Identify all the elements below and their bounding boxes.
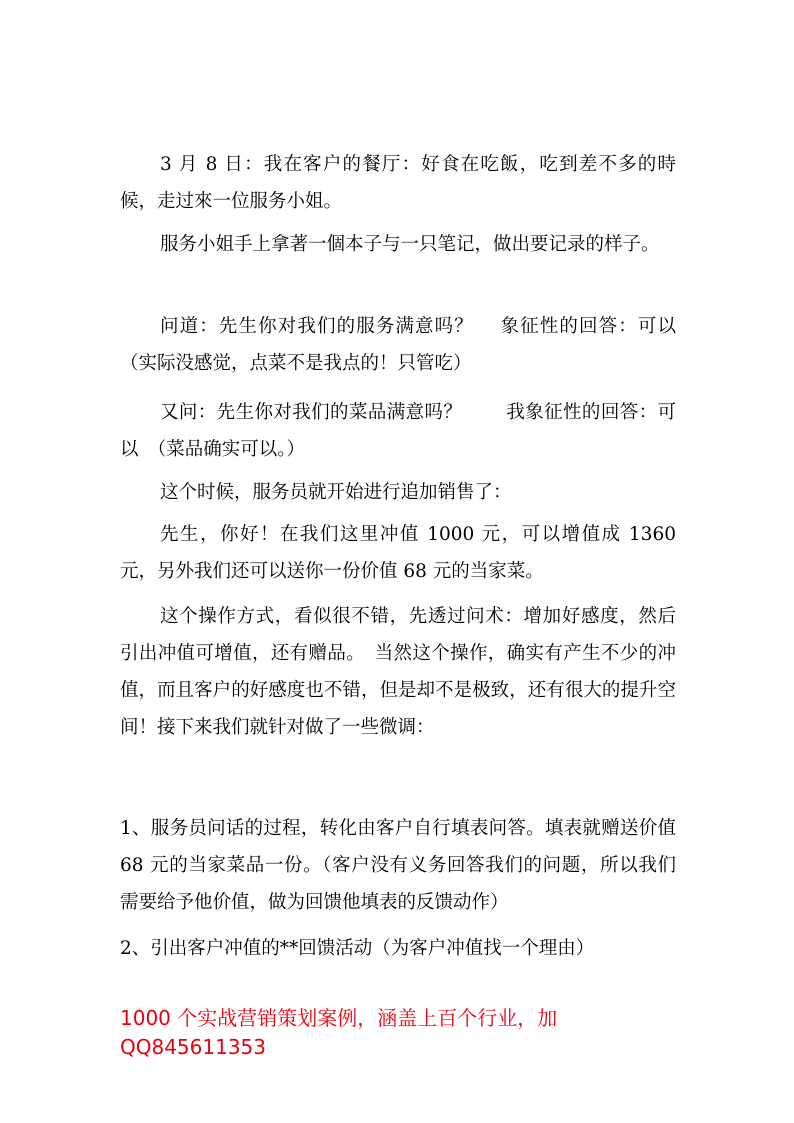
list-item-2: 2、引出客户冲值的**回馈活动（为客户冲值找一个理由） — [120, 938, 595, 959]
paragraph-upsell-start: 这个时候，服务员就开始进行追加销售了： — [160, 482, 512, 503]
paragraph-service-question: 问道：先生你对我们的服务满意吗？ 象征性的回答：可以（实际没感觉，点菜不是我点的！只管吃） — [120, 316, 676, 374]
list-item-1: 1、服务员问话的过程，转化由客户自行填表问答。填表就赠送价值 68 元的当家菜品一份。（客户没有义务回答我们的问题，所以我们需要给予他价值，做为回馈他填表的反馈动作） — [120, 818, 676, 913]
paragraph-recharge-offer: 先生，你好！在我们这里冲值 1000 元，可以增值成 1360 元，另外我们还可以送你一份价值 68 元的当家菜。 — [120, 524, 676, 582]
paragraph-waitress: 服务小姐手上拿著一個本子与一只笔记，做出要记录的样子。 — [160, 234, 660, 255]
promo-line-2: QQ845611353 — [120, 1035, 267, 1059]
paragraph-analysis: 这个操作方式，看似很不错，先透过问术：增加好感度，然后引出冲值可增值，还有赠品。 当然这个操作，确实有产生不少的冲值，而且客户的好感度也不错，但是却不是极致，还有很大的提升空间！接下来我们就针对做了一些微调： — [120, 606, 676, 738]
promo-block — [120, 1004, 680, 1062]
paragraph-march-8: 3 月 8 日：我在客户的餐厅：好食在吃飯，吃到差不多的時候，走过來一位服务小姐。 — [120, 154, 676, 212]
promo-line-1: 1000 个实战营销策划案例，涵盖上百个行业，加 — [120, 1006, 558, 1030]
paragraph-dish-question: 又问：先生你对我们的菜品满意吗？ 我象征性的回答：可以 （菜品确实可以。） — [120, 402, 676, 460]
